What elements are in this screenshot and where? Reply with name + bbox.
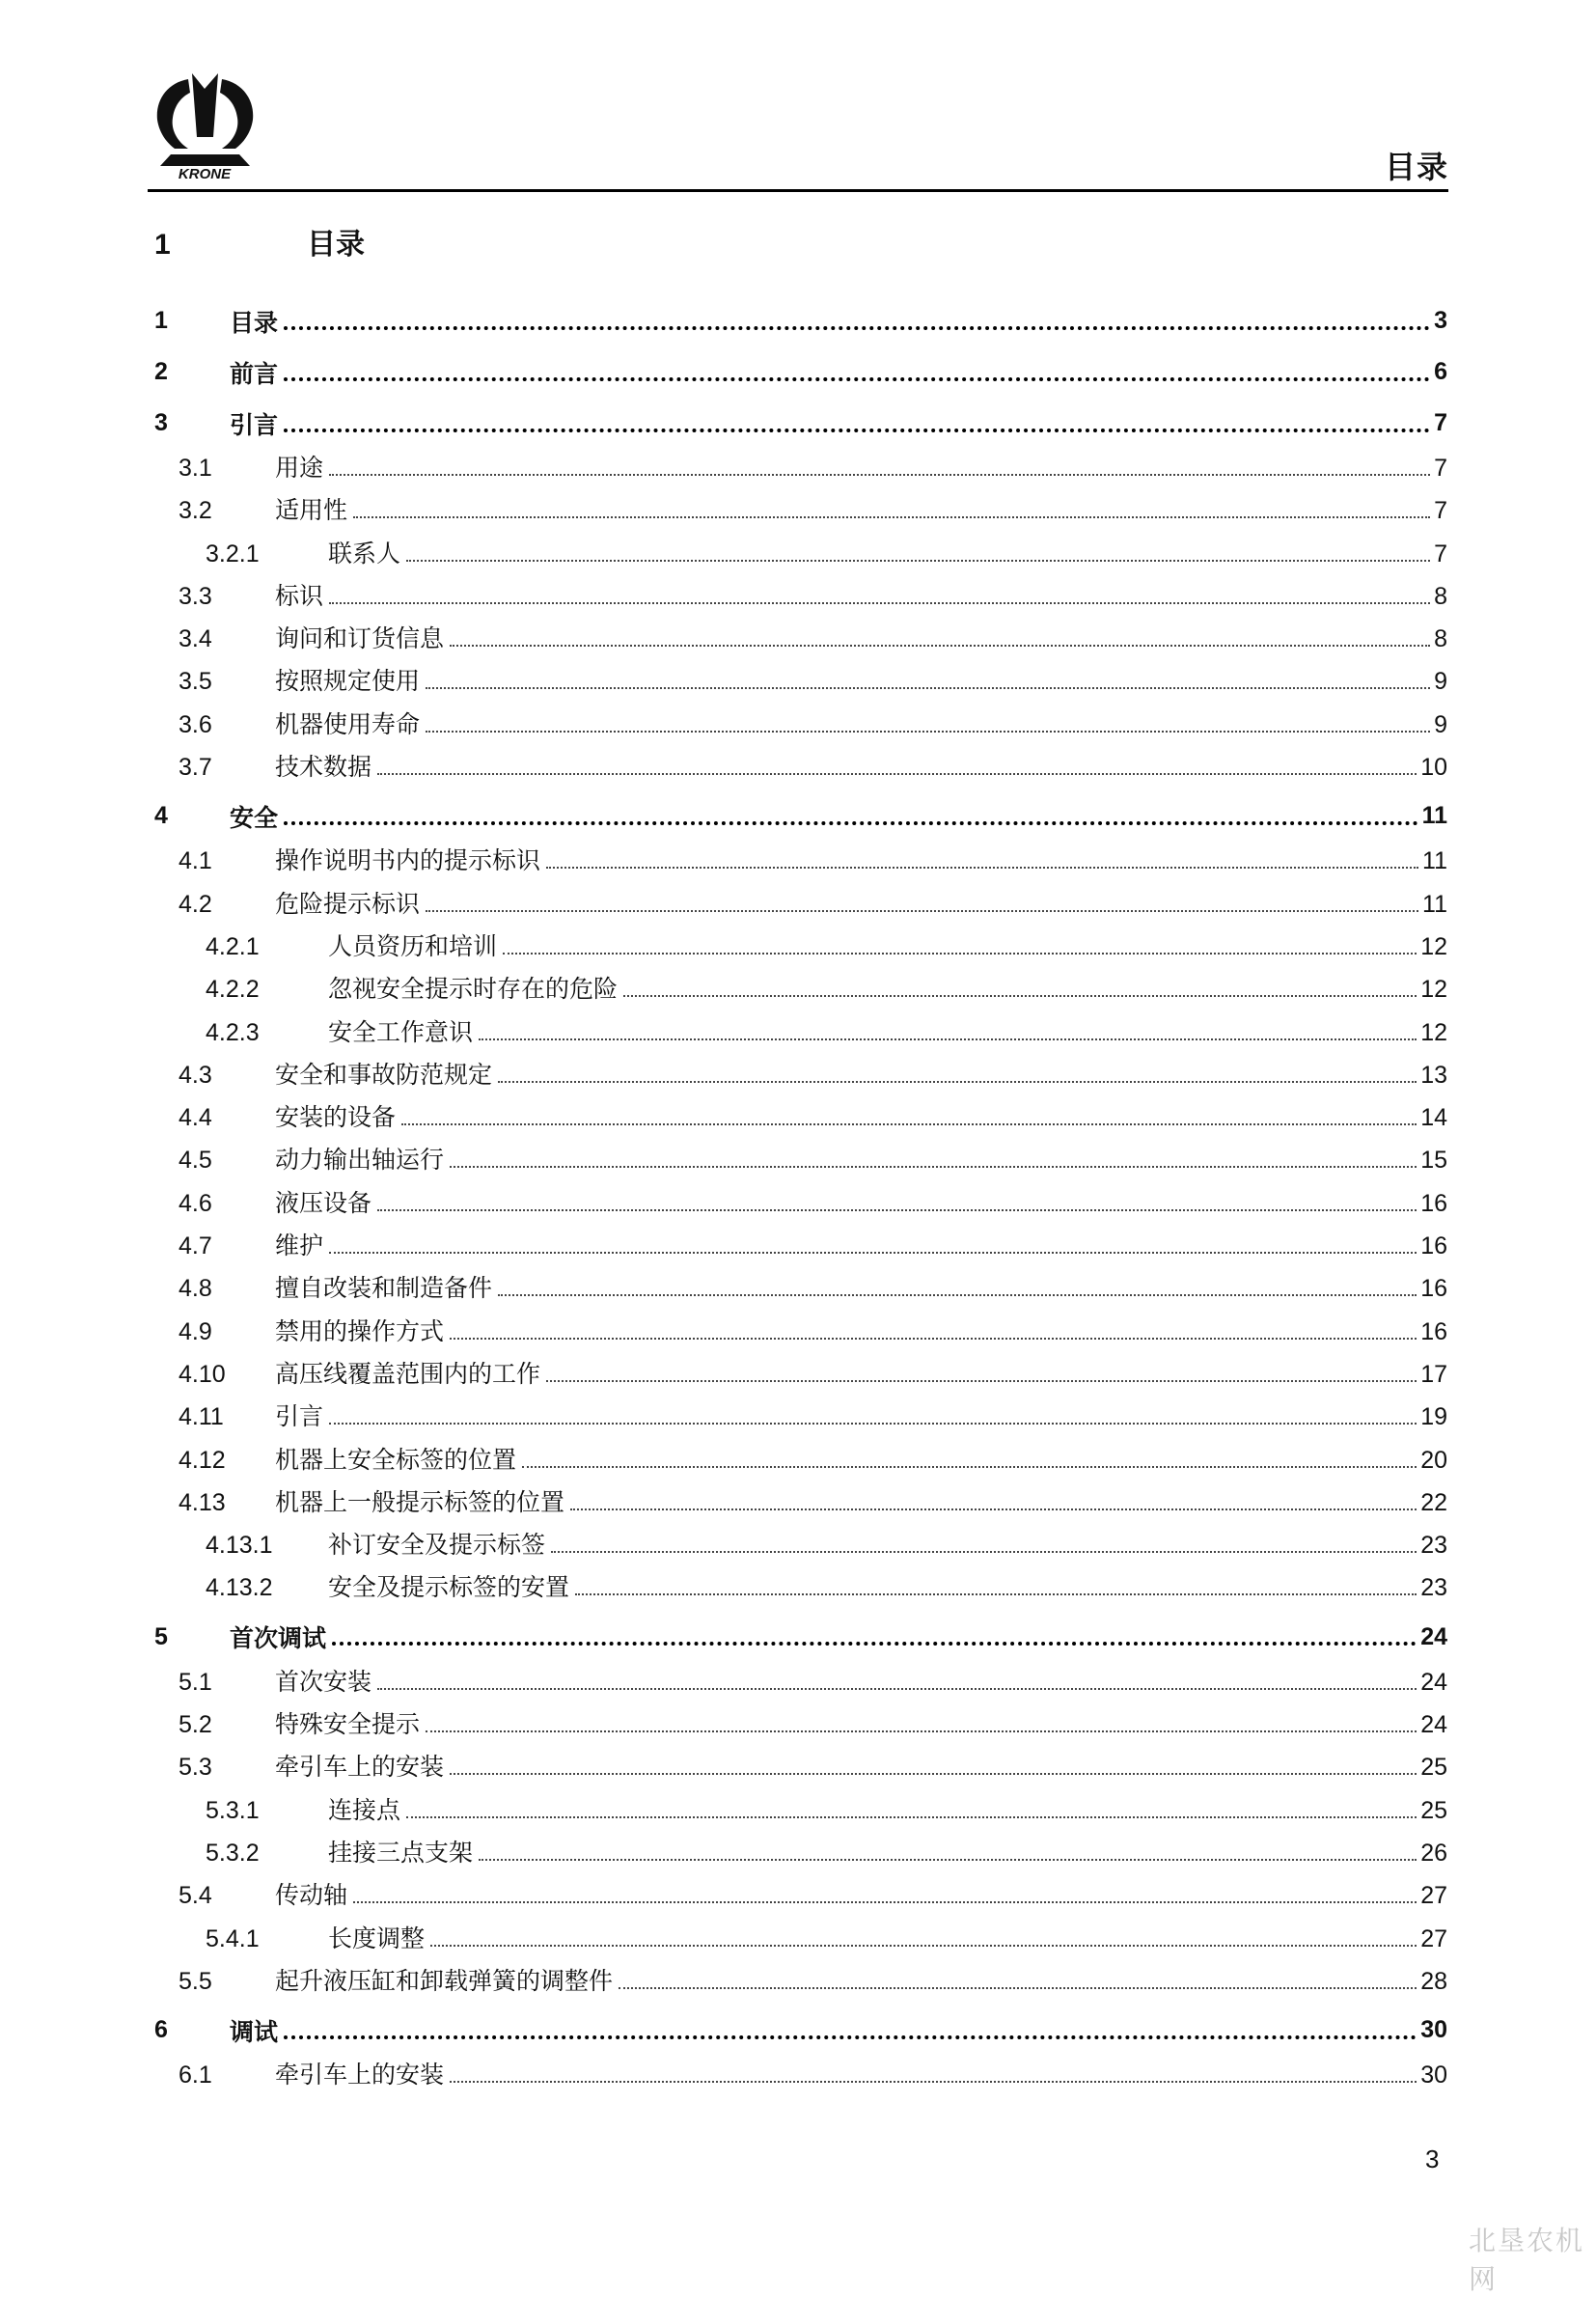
toc-entry-4-12[interactable]: [154, 1441, 1447, 1483]
toc-entry-page[interactable]: 25: [1420, 1796, 1447, 1824]
toc-dot-leader: [353, 516, 1430, 518]
toc-entry-number: 3.2.1: [206, 540, 260, 567]
toc-entry-title[interactable]: 挂接三点支架: [328, 1834, 479, 1868]
toc-entry-page[interactable]: 14: [1420, 1104, 1447, 1132]
toc-entry-title[interactable]: 维护: [275, 1227, 329, 1261]
toc-entry-number: 5.3.1: [206, 1796, 260, 1824]
toc-entry-title[interactable]: 首次安装: [275, 1663, 377, 1698]
toc-dot-leader: [450, 1166, 1417, 1168]
toc-dot-leader: [284, 821, 1418, 825]
toc-entry-4-10[interactable]: [154, 1355, 1447, 1398]
toc-dot-leader: [450, 1338, 1417, 1340]
toc-entry-4-2-1[interactable]: [154, 927, 1447, 970]
toc-entry-page[interactable]: 6: [1434, 358, 1447, 385]
toc-entry-5-3[interactable]: [154, 1748, 1447, 1790]
page-title: [154, 220, 365, 263]
toc-dot-leader: [522, 1466, 1417, 1468]
toc-dot-leader: [450, 1773, 1417, 1775]
toc-entry-4-8[interactable]: [154, 1269, 1447, 1312]
toc-entry-number: 4.5: [179, 1147, 212, 1175]
toc-entry-page[interactable]: 24: [1420, 1622, 1447, 1650]
toc-entry-page[interactable]: 9: [1434, 668, 1447, 696]
page-title-number: 1: [154, 229, 171, 261]
toc-entry-page[interactable]: 24: [1420, 1668, 1447, 1696]
toc-entry-3-2-1[interactable]: [154, 535, 1447, 577]
toc-entry-number: 5.4.1: [206, 1924, 260, 1952]
toc-entry-page[interactable]: 16: [1420, 1275, 1447, 1303]
toc-entry-title[interactable]: 长度调整: [328, 1920, 430, 1954]
toc-entry-title[interactable]: 安全工作意识: [328, 1013, 479, 1048]
toc-entry-page[interactable]: 16: [1420, 1232, 1447, 1260]
toc-dot-leader: [353, 1901, 1417, 1903]
toc-entry-page[interactable]: 7: [1434, 540, 1447, 567]
toc-entry-number: 6.1: [179, 2062, 212, 2089]
toc-dot-leader: [619, 1987, 1417, 1989]
toc-entry-title[interactable]: 调试: [230, 2013, 284, 2048]
toc-dot-leader: [329, 1423, 1417, 1425]
toc-entry-title[interactable]: 人员资历和培训: [328, 927, 503, 962]
toc-entry-5-3-1[interactable]: [154, 1791, 1447, 1834]
toc-dot-leader: [284, 2035, 1417, 2039]
toc-entry-4-3[interactable]: [154, 1056, 1447, 1098]
toc-entry-title[interactable]: 安全及提示标签的安置: [328, 1568, 575, 1603]
toc-entry-4-2-3[interactable]: [154, 1013, 1447, 1056]
toc-entry-number: 4.13.2: [206, 1574, 273, 1602]
toc-entry-title[interactable]: 传动轴: [275, 1876, 353, 1911]
toc-entry-number: 5.3.2: [206, 1839, 260, 1867]
toc-entry-number: 4.2.2: [206, 976, 260, 1004]
toc-entry-title[interactable]: 引言: [230, 406, 284, 441]
toc-entry-page[interactable]: 22: [1420, 1488, 1447, 1516]
toc-entry-page[interactable]: 27: [1420, 1882, 1447, 1910]
toc-dot-leader: [377, 1688, 1417, 1690]
watermark: 北垦农机网: [1469, 2226, 1585, 2294]
toc-entry-page[interactable]: 11: [1422, 847, 1447, 875]
toc-entry-page[interactable]: 28: [1420, 1967, 1447, 1995]
toc-dot-leader: [426, 731, 1430, 733]
toc-entry-page[interactable]: 9: [1434, 710, 1447, 738]
logo-right-arc: [220, 79, 253, 149]
toc-entry-1[interactable]: [154, 295, 1447, 346]
toc-entry-title[interactable]: 目录: [230, 304, 284, 339]
toc-entry-number: 5.5: [179, 1967, 212, 1995]
toc-dot-leader: [623, 995, 1417, 997]
toc-entry-4-13-1[interactable]: [154, 1526, 1447, 1568]
toc-entry-number: 4.12: [179, 1446, 226, 1474]
toc-entry-title[interactable]: 安装的设备: [275, 1098, 401, 1133]
toc-entry-title[interactable]: 高压线覆盖范围内的工作: [275, 1355, 546, 1390]
toc-entry-title[interactable]: 机器上安全标签的位置: [275, 1441, 522, 1476]
toc-entry-number: 4.2.1: [206, 932, 260, 960]
toc-entry-page[interactable]: 8: [1434, 625, 1447, 653]
toc-entry-title[interactable]: 按照规定使用: [275, 662, 426, 697]
logo-wordmark: KRONE: [178, 166, 232, 180]
toc-entry-page[interactable]: 10: [1420, 754, 1447, 782]
toc-entry-title[interactable]: 前言: [230, 355, 284, 390]
page-number: 3: [1425, 2145, 1440, 2173]
toc-entry-2[interactable]: [154, 346, 1447, 398]
toc-entry-6-1[interactable]: [154, 2056, 1447, 2098]
toc-dot-leader: [329, 474, 1430, 476]
toc-entry-page[interactable]: 16: [1420, 1317, 1447, 1345]
toc-entry-page[interactable]: 26: [1420, 1839, 1447, 1867]
toc-entry-number: 3.3: [179, 582, 212, 610]
toc-entry-5-3-2[interactable]: [154, 1834, 1447, 1876]
toc-dot-leader: [284, 326, 1430, 330]
toc-entry-title[interactable]: 动力输出轴运行: [275, 1141, 450, 1176]
toc-entry-number: 4.7: [179, 1232, 212, 1260]
toc-entry-page[interactable]: 17: [1420, 1360, 1447, 1388]
toc-entry-number: 6: [154, 2016, 168, 2044]
toc-entry-3-1[interactable]: [154, 449, 1447, 491]
toc-entry-number: 4.3: [179, 1061, 212, 1089]
toc-entry-title[interactable]: 擅自改装和制造备件: [275, 1269, 498, 1304]
toc-entry-page[interactable]: 24: [1420, 1711, 1447, 1739]
toc-entry-number: 4.1: [179, 847, 212, 875]
toc-entry-page[interactable]: 30: [1420, 2062, 1447, 2089]
toc-entry-number: 4.13.1: [206, 1532, 273, 1560]
toc-entry-number: 2: [154, 358, 168, 385]
toc-dot-leader: [450, 2081, 1417, 2083]
toc-dot-leader: [426, 687, 1430, 689]
toc-dot-leader: [498, 1294, 1417, 1296]
toc-entry-page[interactable]: 7: [1434, 409, 1447, 436]
toc-entry-5-4[interactable]: [154, 1876, 1447, 1919]
toc-entry-title[interactable]: 禁用的操作方式: [275, 1313, 450, 1347]
toc-dot-leader: [450, 645, 1430, 647]
toc-dot-leader: [498, 1081, 1417, 1083]
toc-entry-number: 5.2: [179, 1711, 212, 1739]
toc-entry-title[interactable]: 危险提示标识: [275, 885, 426, 920]
toc-entry-page[interactable]: 23: [1420, 1574, 1447, 1602]
toc-entry-title[interactable]: 技术数据: [275, 748, 377, 783]
toc-entry-title[interactable]: 忽视安全提示时存在的危险: [328, 970, 623, 1005]
toc-entry-5-2[interactable]: [154, 1705, 1447, 1748]
toc-entry-3-6[interactable]: [154, 706, 1447, 748]
toc-entry-5-5[interactable]: [154, 1962, 1447, 2005]
toc-entry-4-13-2[interactable]: [154, 1568, 1447, 1611]
toc-dot-leader: [329, 1252, 1417, 1254]
toc-entry-number: 5: [154, 1622, 168, 1650]
toc-entry-title[interactable]: 牵引车上的安装: [275, 1748, 450, 1783]
running-header-title: 目录: [1384, 150, 1448, 184]
toc-dot-leader: [551, 1551, 1417, 1553]
toc-entry-number: 5.3: [179, 1754, 212, 1782]
toc-entry-number: 3.1: [179, 455, 212, 482]
toc-dot-leader: [546, 1380, 1417, 1382]
toc-entry-title[interactable]: 标识: [275, 577, 329, 612]
toc-entry-page[interactable]: 16: [1420, 1189, 1447, 1217]
toc-entry-5-1[interactable]: [154, 1663, 1447, 1705]
toc-dot-leader: [332, 1642, 1417, 1646]
toc-entry-page[interactable]: 8: [1434, 582, 1447, 610]
toc-dot-leader: [479, 1038, 1417, 1040]
toc-entry-number: 4.4: [179, 1104, 212, 1132]
toc-entry-title[interactable]: 安全: [230, 799, 284, 834]
toc-entry-number: 4.11: [179, 1403, 224, 1431]
toc-entry-title[interactable]: 询问和订货信息: [275, 620, 450, 654]
toc-entry-number: 4.2: [179, 890, 212, 918]
toc-dot-leader: [426, 910, 1418, 912]
toc-entry-title[interactable]: 操作说明书内的提示标识: [275, 842, 546, 876]
toc-entry-page[interactable]: 11: [1421, 802, 1447, 830]
toc-entry-title[interactable]: 机器使用寿命: [275, 706, 426, 740]
toc-entry-page[interactable]: 3: [1434, 307, 1447, 334]
toc-entry-page[interactable]: 25: [1420, 1754, 1447, 1782]
toc-entry-4-4[interactable]: [154, 1098, 1447, 1141]
toc-entry-number: 4.13: [179, 1488, 226, 1516]
toc-entry-6[interactable]: [154, 2005, 1447, 2056]
toc-entry-4-2-2[interactable]: [154, 970, 1447, 1012]
toc-dot-leader: [546, 867, 1418, 869]
toc-entry-title[interactable]: 联系人: [328, 535, 406, 569]
toc-entry-3-2[interactable]: [154, 491, 1447, 534]
toc-entry-title[interactable]: 首次调试: [230, 1619, 332, 1654]
toc-entry-3-5[interactable]: [154, 662, 1447, 705]
header-divider: [148, 189, 1448, 192]
toc-dot-leader: [503, 953, 1417, 955]
toc-entry-title[interactable]: 起升液压缸和卸载弹簧的调整件: [275, 1962, 619, 1997]
toc-entry-number: 5.4: [179, 1882, 212, 1910]
toc-entry-5-4-1[interactable]: [154, 1920, 1447, 1962]
toc-entry-4-13[interactable]: [154, 1483, 1447, 1526]
logo-base: [160, 154, 250, 166]
toc-entry-4-7[interactable]: [154, 1227, 1447, 1269]
toc-dot-leader: [479, 1859, 1417, 1861]
toc-dot-leader: [406, 1816, 1417, 1818]
toc-entry-4[interactable]: [154, 790, 1447, 842]
toc-dot-leader: [284, 377, 1430, 381]
toc-dot-leader: [401, 1123, 1417, 1125]
toc-entry-number: 4.8: [179, 1275, 212, 1303]
toc-entry-4-2[interactable]: [154, 885, 1447, 927]
toc-entry-page[interactable]: 7: [1434, 497, 1447, 525]
table-of-contents: [154, 295, 1447, 2098]
toc-dot-leader: [284, 429, 1430, 432]
toc-entry-3[interactable]: [154, 398, 1447, 449]
toc-entry-title[interactable]: 安全和事故防范规定: [275, 1056, 498, 1091]
toc-entry-title[interactable]: 用途: [275, 449, 329, 484]
toc-entry-number: 3.5: [179, 668, 212, 696]
toc-entry-number: 4.2.3: [206, 1018, 260, 1046]
toc-entry-4-1[interactable]: [154, 842, 1447, 884]
toc-entry-number: 3.6: [179, 710, 212, 738]
toc-entry-4-5[interactable]: [154, 1141, 1447, 1183]
toc-entry-page[interactable]: 12: [1420, 932, 1447, 960]
toc-entry-title[interactable]: 机器上一般提示标签的位置: [275, 1483, 570, 1518]
toc-entry-4-6[interactable]: [154, 1184, 1447, 1227]
toc-dot-leader: [575, 1593, 1417, 1595]
toc-entry-page[interactable]: 12: [1420, 976, 1447, 1004]
toc-entry-page[interactable]: 23: [1420, 1532, 1447, 1560]
toc-entry-number: 3: [154, 409, 168, 436]
toc-entry-number: 1: [154, 307, 168, 334]
toc-entry-page[interactable]: 19: [1420, 1403, 1447, 1431]
toc-entry-number: 4.9: [179, 1317, 212, 1345]
toc-dot-leader: [430, 1945, 1417, 1947]
toc-entry-3-3[interactable]: [154, 577, 1447, 620]
toc-entry-title[interactable]: 引言: [275, 1398, 329, 1432]
toc-entry-5[interactable]: [154, 1612, 1447, 1663]
toc-entry-number: 4.10: [179, 1360, 226, 1388]
toc-dot-leader: [570, 1508, 1417, 1510]
page-title-text: 目录: [307, 229, 365, 261]
krone-logo: [150, 66, 261, 180]
toc-entry-title[interactable]: 适用性: [275, 491, 353, 526]
toc-entry-3-4[interactable]: [154, 620, 1447, 662]
toc-dot-leader: [406, 560, 1430, 562]
toc-entry-page[interactable]: 30: [1420, 2016, 1447, 2044]
toc-entry-page[interactable]: 20: [1420, 1446, 1447, 1474]
toc-entry-title[interactable]: 牵引车上的安装: [275, 2056, 450, 2090]
toc-entry-number: 4.6: [179, 1189, 212, 1217]
toc-entry-number: 3.2: [179, 497, 212, 525]
toc-entry-title[interactable]: 补订安全及提示标签: [328, 1526, 551, 1561]
toc-entry-page[interactable]: 15: [1420, 1147, 1447, 1175]
toc-entry-page[interactable]: 27: [1420, 1924, 1447, 1952]
toc-dot-leader: [329, 602, 1430, 604]
toc-entry-title[interactable]: 连接点: [328, 1791, 406, 1826]
toc-dot-leader: [426, 1730, 1417, 1732]
logo-center-spike: [192, 73, 218, 137]
toc-entry-page[interactable]: 7: [1434, 455, 1447, 482]
toc-dot-leader: [377, 773, 1417, 775]
toc-entry-number: 3.7: [179, 754, 212, 782]
toc-entry-number: 4: [154, 802, 168, 830]
toc-entry-page[interactable]: 12: [1420, 1018, 1447, 1046]
toc-entry-4-9[interactable]: [154, 1313, 1447, 1355]
toc-entry-page[interactable]: 13: [1420, 1061, 1447, 1089]
logo-left-arc: [157, 79, 190, 149]
toc-entry-title[interactable]: 特殊安全提示: [275, 1705, 426, 1740]
toc-dot-leader: [377, 1209, 1417, 1211]
toc-entry-3-7[interactable]: [154, 748, 1447, 790]
toc-entry-4-11[interactable]: [154, 1398, 1447, 1440]
toc-entry-number: 3.4: [179, 625, 212, 653]
toc-entry-title[interactable]: 液压设备: [275, 1184, 377, 1219]
toc-entry-number: 5.1: [179, 1668, 212, 1696]
toc-entry-page[interactable]: 11: [1422, 890, 1447, 918]
